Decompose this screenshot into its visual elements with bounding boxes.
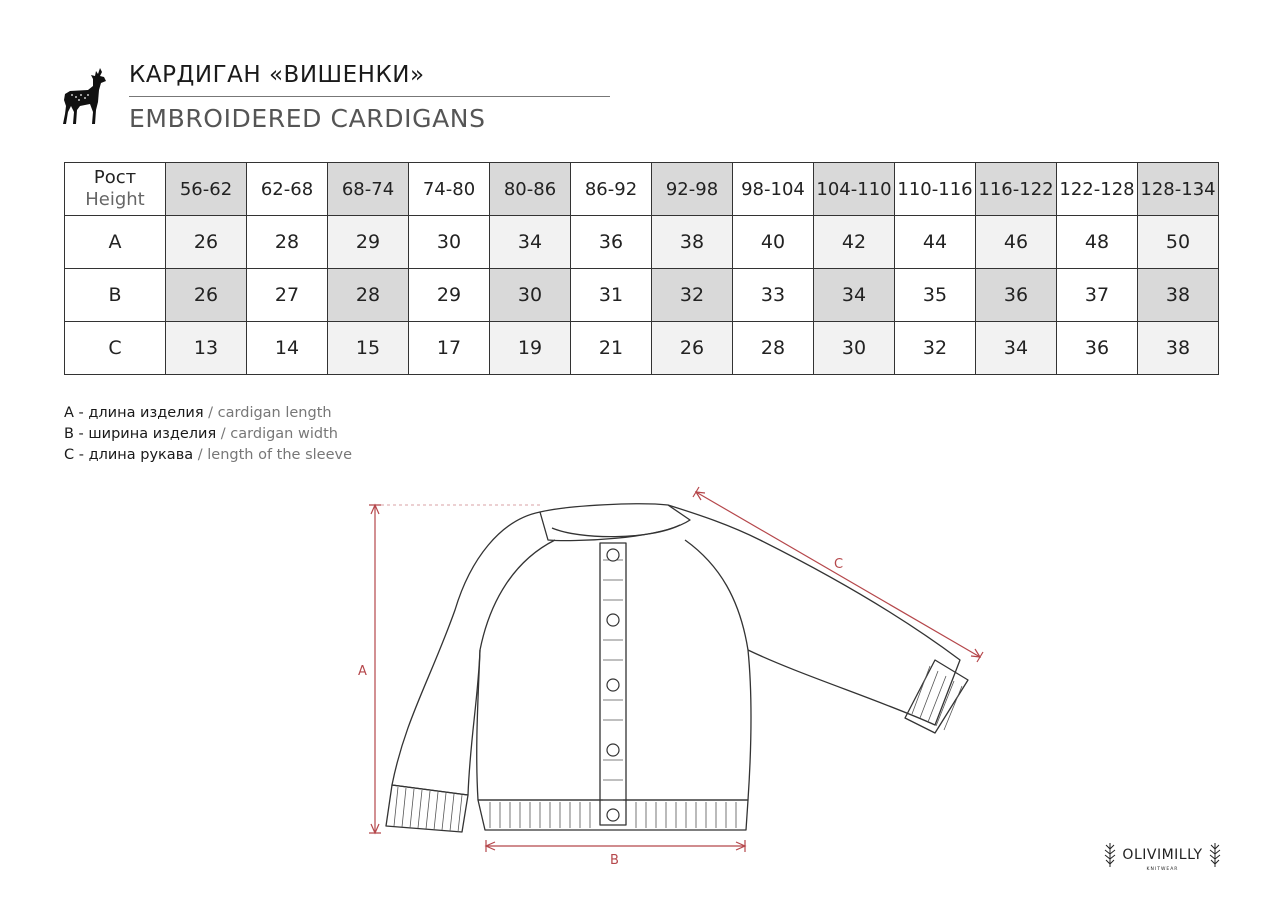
measurement-legend xyxy=(64,403,352,466)
cardigan-diagram xyxy=(355,485,995,875)
legend-en: cardigan length xyxy=(217,405,332,421)
table-row xyxy=(65,269,1219,322)
size-header: 80-86 xyxy=(490,163,571,216)
legend-ru: C - длина рукава xyxy=(64,447,194,463)
deer-icon xyxy=(60,66,114,128)
legend-ru: A - длина изделия xyxy=(64,405,204,421)
table-cell: 34 xyxy=(490,216,571,269)
table-cell: 33 xyxy=(733,269,814,322)
size-header: 104-110 xyxy=(814,163,895,216)
table-cell: 35 xyxy=(895,269,976,322)
row-label: C xyxy=(65,322,166,375)
cardigan-body xyxy=(477,540,751,800)
row-label: B xyxy=(65,269,166,322)
legend-en: length of the sleeve xyxy=(207,447,352,463)
table-cell: 36 xyxy=(1057,322,1138,375)
size-header: 110-116 xyxy=(895,163,976,216)
right-sleeve xyxy=(668,505,960,725)
table-cell: 29 xyxy=(409,269,490,322)
size-table xyxy=(64,162,1219,375)
size-header: 86-92 xyxy=(571,163,652,216)
page-subtitle: EMBROIDERED CARDIGANS xyxy=(129,104,486,133)
table-cell: 34 xyxy=(976,322,1057,375)
brand-tagline: KNITWEAR xyxy=(1146,867,1179,872)
table-cell: 36 xyxy=(976,269,1057,322)
table-cell: 21 xyxy=(571,322,652,375)
table-cell: 19 xyxy=(490,322,571,375)
table-cell: 30 xyxy=(490,269,571,322)
table-cell: 30 xyxy=(814,322,895,375)
button xyxy=(607,809,619,821)
table-cell: 48 xyxy=(1057,216,1138,269)
table-cell: 32 xyxy=(895,322,976,375)
table-cell: 28 xyxy=(733,322,814,375)
table-cell: 15 xyxy=(328,322,409,375)
page-title: КАРДИГАН «ВИШЕНКИ» xyxy=(129,62,425,88)
legend-ru: B - ширина изделия xyxy=(64,426,217,442)
size-header: 62-68 xyxy=(247,163,328,216)
table-cell: 38 xyxy=(652,216,733,269)
button xyxy=(607,744,619,756)
row-label: A xyxy=(65,216,166,269)
table-cell: 31 xyxy=(571,269,652,322)
table-cell: 14 xyxy=(247,322,328,375)
size-header-row xyxy=(65,163,1219,216)
table-cell: 28 xyxy=(328,269,409,322)
table-cell: 28 xyxy=(247,216,328,269)
table-row xyxy=(65,322,1219,375)
measure-line-c xyxy=(696,492,980,657)
size-header: 68-74 xyxy=(328,163,409,216)
table-cell: 37 xyxy=(1057,269,1138,322)
table-cell: 42 xyxy=(814,216,895,269)
table-cell: 29 xyxy=(328,216,409,269)
table-cell: 38 xyxy=(1138,322,1219,375)
measure-label-b: B xyxy=(610,853,619,868)
size-header: 56-62 xyxy=(166,163,247,216)
brand-logo xyxy=(1100,835,1225,877)
brand-name: OLIVIMILLY xyxy=(1122,847,1203,863)
table-cell: 13 xyxy=(166,322,247,375)
measure-label-c: C xyxy=(834,557,844,572)
table-cell: 40 xyxy=(733,216,814,269)
button xyxy=(607,614,619,626)
table-cell: 30 xyxy=(409,216,490,269)
size-header: 128-134 xyxy=(1138,163,1219,216)
size-header: 92-98 xyxy=(652,163,733,216)
size-header: 122-128 xyxy=(1057,163,1138,216)
table-cell: 26 xyxy=(166,269,247,322)
height-label-ru: Рост xyxy=(93,167,137,188)
title-divider xyxy=(129,96,610,97)
measure-label-a: A xyxy=(358,664,367,679)
table-cell: 36 xyxy=(571,216,652,269)
table-cell: 38 xyxy=(1138,269,1219,322)
table-cell: 17 xyxy=(409,322,490,375)
height-label-en: Height xyxy=(85,189,145,210)
table-cell: 32 xyxy=(652,269,733,322)
legend-en: cardigan width xyxy=(230,426,338,442)
table-cell: 44 xyxy=(895,216,976,269)
left-sleeve xyxy=(392,512,555,795)
table-cell: 26 xyxy=(652,322,733,375)
legend-item-b: B - ширина изделия / cardigan width xyxy=(64,426,338,442)
legend-item-a: A - длина изделия / cardigan length xyxy=(64,405,332,421)
neckband xyxy=(540,504,690,541)
height-header-cell xyxy=(65,163,166,216)
table-cell: 26 xyxy=(166,216,247,269)
size-header: 98-104 xyxy=(733,163,814,216)
table-cell: 27 xyxy=(247,269,328,322)
table-cell: 50 xyxy=(1138,216,1219,269)
table-cell: 46 xyxy=(976,216,1057,269)
legend-item-c: C - длина рукава / length of the sleeve xyxy=(64,447,352,463)
size-header: 116-122 xyxy=(976,163,1057,216)
size-header: 74-80 xyxy=(409,163,490,216)
table-row xyxy=(65,216,1219,269)
button xyxy=(607,679,619,691)
button xyxy=(607,549,619,561)
left-cuff xyxy=(386,785,468,832)
table-cell: 34 xyxy=(814,269,895,322)
